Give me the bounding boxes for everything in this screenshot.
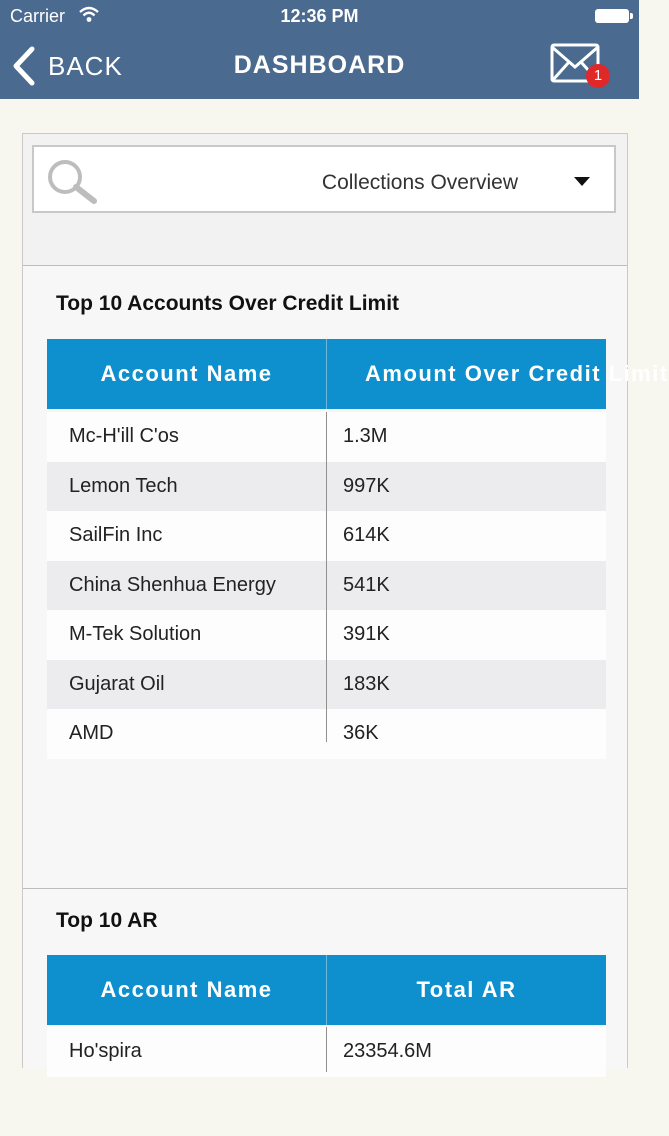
- search-icon: [44, 157, 100, 205]
- clock: 12:36 PM: [280, 6, 359, 26]
- page-title: DASHBOARD: [233, 51, 406, 79]
- back-label: BACK: [48, 50, 123, 81]
- amount: 391K: [343, 623, 390, 645]
- column-header[interactable]: Amount Over Credit Limit: [365, 361, 669, 386]
- top-ar-section: [23, 888, 627, 1069]
- account-name: M-Tek Solution: [69, 623, 202, 645]
- section-title: Top 10 Accounts Over Credit Limit: [56, 292, 400, 315]
- amount: 541K: [343, 573, 390, 596]
- account-name: China Shenhua Energy: [69, 573, 276, 596]
- status-bar: [0, 0, 639, 34]
- account-name: AMD: [69, 722, 114, 744]
- battery-icon: [595, 9, 629, 23]
- amount: 23354.6M: [343, 1040, 432, 1062]
- amount: 1.3M: [343, 425, 388, 447]
- account-name: Ho'spira: [69, 1040, 142, 1062]
- table-body[interactable]: [47, 412, 606, 742]
- table-body[interactable]: [47, 1027, 606, 1072]
- table-header: [47, 955, 606, 1025]
- over-credit-section: [23, 265, 669, 889]
- column-header[interactable]: Total AR: [416, 977, 517, 1002]
- account-name: SailFin Inc: [69, 524, 163, 546]
- selected-dashboard: Collections Overview: [321, 171, 518, 194]
- dropdown-arrow-icon: [574, 177, 590, 186]
- amount: 36K: [343, 722, 379, 744]
- amount: 614K: [343, 524, 390, 546]
- carrier-label: Carrier: [10, 6, 66, 26]
- amount: 997K: [343, 474, 390, 497]
- dashboard-selector[interactable]: [32, 145, 616, 213]
- notification-badge: 1: [586, 64, 610, 88]
- column-header[interactable]: Account Name: [47, 339, 327, 409]
- section-title: Top 10 AR: [56, 909, 158, 932]
- account-name: Gujarat Oil: [69, 672, 165, 695]
- dashboard-panel: [22, 133, 669, 1068]
- nav-bar: [0, 34, 639, 99]
- table-header: [47, 339, 669, 409]
- amount: 183K: [343, 672, 390, 695]
- column-divider: [326, 412, 327, 742]
- account-name: Lemon Tech: [69, 474, 178, 497]
- column-header[interactable]: Account Name: [47, 955, 327, 1025]
- account-name: Mc-H'ill C'os: [69, 425, 179, 447]
- column-divider: [326, 1027, 327, 1072]
